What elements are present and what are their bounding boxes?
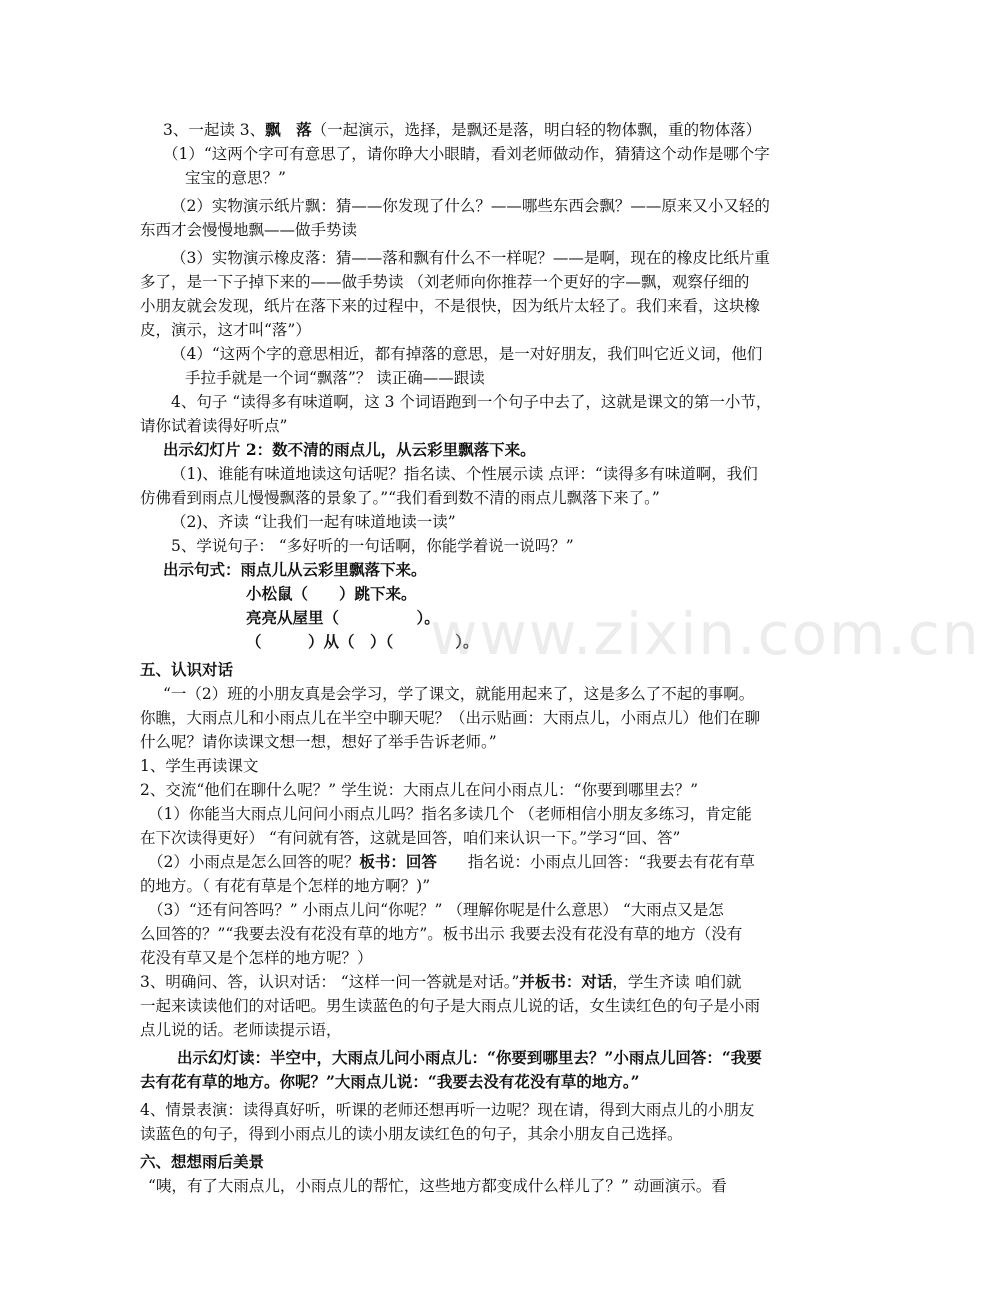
text-line	[171, 390, 800, 414]
text-line	[246, 630, 800, 654]
text-line	[171, 246, 800, 270]
bold-text-segment: 六、想想雨后美景	[140, 1152, 265, 1171]
text-line	[140, 970, 800, 994]
text-line	[140, 1070, 800, 1094]
text-line	[171, 462, 800, 486]
text-line	[163, 438, 800, 462]
bold-text-segment: 并板书：对话	[519, 972, 613, 991]
text-segment: （2）小雨点是怎么回答的呢？	[148, 853, 360, 871]
bold-text-segment: 出示幻灯片 2：数不清的雨点儿，从云彩里飘落下来。	[163, 440, 536, 459]
text-segment: （1）“这两个字可有意思了，请你睁大小眼睛，看刘老师做动作，猜猜这个动作是哪个字	[163, 145, 770, 163]
text-segment: （2)、齐读 “让我们一起有味道地读一读”	[171, 513, 456, 531]
text-segment: “咦，有了大雨点儿，小雨点儿的帮忙，这些地方都变成什么样儿了？” 动画演示。看	[148, 1177, 727, 1195]
text-segment: 点儿说的话。老师读提示语，	[140, 1021, 342, 1039]
text-segment: 手拉手就是一个词“飘落”？ 读正确——跟读	[185, 369, 485, 387]
text-segment: 你瞧，大雨点儿和小雨点儿在半空中聊天呢？（出示贴画：大雨点儿，小雨点儿）他们在聊	[140, 709, 761, 727]
text-line	[163, 118, 800, 142]
text-segment: 小朋友就会发现，纸片在落下来的过程中，不是很快，因为纸片太轻了。我们来看，这块橡	[140, 297, 761, 315]
text-line	[148, 1174, 800, 1198]
text-segment: 4、句子 “读得多有味道啊，这 3 个词语跑到一个句子中去了，这就是课文的第一小节，	[171, 393, 772, 411]
text-segment: ，学生齐读 咱们就	[612, 973, 742, 991]
text-line	[140, 922, 800, 946]
text-line	[171, 510, 800, 534]
text-segment: 在下次读得更好） “有问就有答，这就是回答，咱们来认识一下。”学习“回、答”	[140, 829, 681, 847]
text-segment: 多了，是一下子掉下来的——做手势读 （刘老师向你推荐一个更好的字—飘，观察仔细的	[140, 273, 750, 291]
text-segment: （1）你能当大雨点儿问问小雨点儿吗？指名多读几个 （老师相信小朋友多练习，肯定能	[148, 805, 752, 823]
bold-text-segment: 五、认识对话	[140, 660, 234, 679]
text-line	[163, 558, 800, 582]
text-line	[185, 366, 800, 390]
bold-text-segment: 飘 落	[265, 120, 312, 139]
text-segment: 的地方。（ 有花有草是个怎样的地方啊？)”	[140, 877, 431, 895]
text-segment: （3）“还有问答吗？” 小雨点儿问“你呢？” （理解你呢是什么意思） “大雨点又是怎	[148, 901, 724, 919]
text-line	[140, 946, 800, 970]
text-line	[163, 142, 800, 166]
text-line	[140, 486, 800, 510]
text-line	[148, 802, 800, 826]
text-line	[140, 318, 800, 342]
text-segment: 4、情景表演：读得真好听，听课的老师还想再听一边呢？现在请，得到大雨点儿的小朋友	[140, 1101, 755, 1119]
text-line	[140, 706, 800, 730]
text-line	[140, 874, 800, 898]
text-line	[140, 730, 800, 754]
text-segment: 一起来读读他们的对话吧。男生读蓝色的句子是大雨点儿说的话，女生读红色的句子是小雨	[140, 997, 761, 1015]
text-line	[140, 826, 800, 850]
bold-text-segment: 板书：回答	[359, 852, 437, 871]
text-segment: 3、一起读 3、	[163, 121, 266, 139]
text-segment: （1)、谁能有味道地读这句话呢？指名读、个性展示读 点评：“读得多有味道啊，我们	[171, 465, 758, 483]
text-segment: 么回答的？”“我要去没有花没有草的地方”。板书出示 我要去没有花没有草的地方（没有	[140, 925, 743, 943]
text-segment: （3）实物演示橡皮落：猜——落和飘有什么不一样呢？——是啊，现在的橡皮比纸片重	[171, 249, 770, 267]
text-segment: 宝宝的意思？”	[185, 169, 286, 187]
text-segment: 3、明确问、答，认识对话： “这样一问一答就是对话。”	[140, 973, 520, 991]
text-line	[140, 1150, 800, 1174]
text-segment: 什么呢？请你读课文想一想，想好了举手告诉老师。”	[140, 733, 497, 751]
text-line	[185, 166, 800, 190]
bold-text-segment: 出示幻灯读：半空中，大雨点儿问小雨点儿：“你要到哪里去？”小雨点儿回答：“我要	[177, 1048, 762, 1067]
bold-text-segment: 出示句式：雨点儿从云彩里飘落下来。	[163, 560, 427, 579]
text-line	[246, 582, 800, 606]
bold-text-segment: 去有花有草的地方。你呢？”大雨点儿说：“我要去没有花没有草的地方。”	[140, 1072, 640, 1091]
bold-text-segment: 小松鼠（ ）跳下来。	[246, 584, 417, 603]
text-line	[140, 294, 800, 318]
text-segment: 请你试着读得好听点”	[140, 417, 288, 435]
text-segment: （一起演示，选择，是飘还是落，明白轻的物体飘，重的物体落）	[311, 121, 762, 139]
text-line	[140, 994, 800, 1018]
bold-text-segment: 亮亮从屋里（ ）。	[246, 608, 440, 627]
text-segment: 5、学说句子： “多好听的一句话啊，你能学着说一说吗？”	[171, 537, 574, 555]
text-line	[171, 194, 800, 218]
text-segment: 读蓝色的句子，得到小雨点儿的读小朋友读红色的句子，其余小朋友自己选择。	[140, 1125, 683, 1143]
text-segment: 皮，演示，这才叫“落”）	[140, 321, 311, 339]
text-line	[140, 658, 800, 682]
text-line	[140, 1018, 800, 1042]
text-line	[140, 1122, 800, 1146]
text-segment: 东西才会慢慢地飘——做手势读	[140, 221, 358, 239]
text-line	[163, 682, 800, 706]
text-line	[246, 606, 800, 630]
text-segment: （4）“这两个字的意思相近，都有掉落的意思，是一对好朋友，我们叫它近义词，他们	[171, 345, 763, 363]
text-segment: 1、学生再读课文	[140, 757, 259, 775]
text-line	[171, 534, 800, 558]
text-line	[140, 414, 800, 438]
bold-text-segment: （ ）从（ ）（ ）。	[246, 632, 479, 651]
text-line	[177, 1046, 800, 1070]
text-segment: （2）实物演示纸片飘：猜——你发现了什么？——哪些东西会飘？——原来又小又轻的	[171, 197, 770, 215]
text-line	[140, 754, 800, 778]
text-line	[140, 270, 800, 294]
text-segment: 指名说：小雨点儿回答：“我要去有花有草	[436, 853, 755, 871]
text-line	[148, 850, 800, 874]
text-segment: 花没有草又是个怎样的地方呢？）	[140, 949, 373, 967]
text-line	[140, 218, 800, 242]
text-line	[171, 342, 800, 366]
text-line	[140, 778, 800, 802]
text-segment: 2、交流“他们在聊什么呢？” 学生说：大雨点儿在问小雨点儿：“你要到哪里去？”	[140, 781, 698, 799]
watermark: www.zixin.com.cn	[430, 600, 981, 668]
text-line	[148, 898, 800, 922]
text-line	[140, 1098, 800, 1122]
text-segment: “一（2）班的小朋友真是会学习，学了课文，就能用起来了，这是多么了不起的事啊。	[163, 685, 755, 703]
text-segment: 仿佛看到雨点儿慢慢飘落的景象了。”“我们看到数不清的雨点儿飘落下来了。”	[140, 489, 660, 507]
